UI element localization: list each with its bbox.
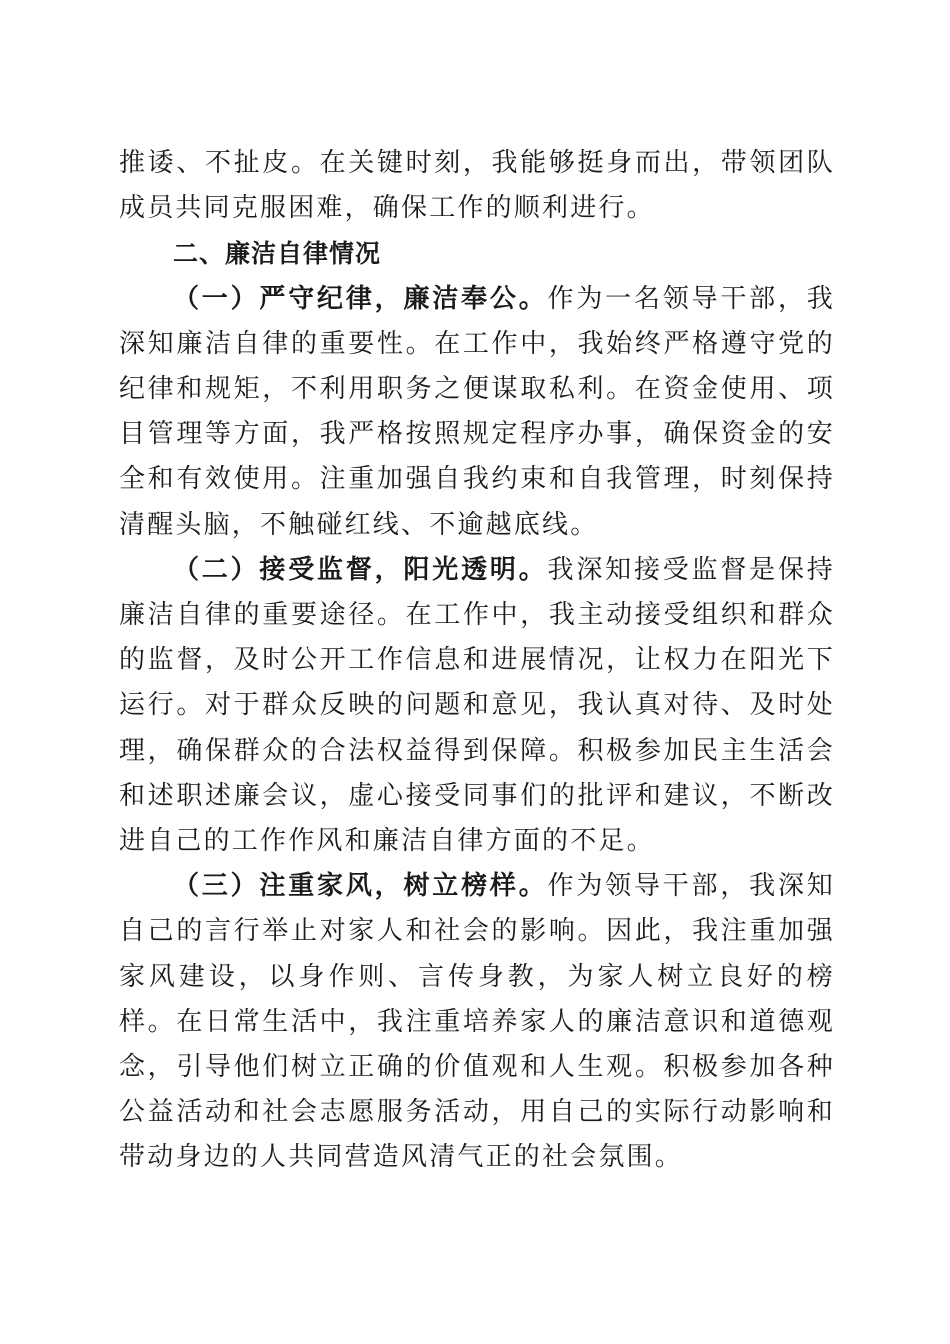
paragraph-heading: （二）接受监督，阳光透明。 (173, 554, 548, 585)
section-heading: 二、廉洁自律情况 (173, 239, 382, 269)
document-body (119, 141, 835, 1181)
paragraph-discipline (119, 277, 835, 548)
paragraph-heading: （三）注重家风，树立榜样。 (173, 871, 548, 902)
paragraph-body: 我深知接受监督是保持廉洁自律的重要途径。在工作中，我主动接受组织和群众的监督，及时公开工作信息和进展情况，让权力在阳光下运行。对于群众反映的问题和意见，我认真对待、及时处理，确保群众的合法权益得到保障。积极参加民主生活会和述职述廉会议，虚心接受同事们的批评和建议，不断改进自己的工作作风和廉洁自律方面的不足。 (119, 554, 835, 857)
paragraph-supervision (119, 548, 835, 864)
paragraph-body: 作为领导干部，我深知自己的言行举止对家人和社会的影响。因此，我注重加强家风建设，以身作则、言传身教，为家人树立良好的榜样。在日常生活中，我注重培养家人的廉洁意识和道德观念，引导他们树立正确的价值观和人生观。积极参加各种公益活动和社会志愿服务活动，用自己的实际行动影响和带动身边的人共同营造风清气正的社会氛围。 (119, 871, 835, 1173)
paragraph-family-style (119, 864, 835, 1180)
continuation-paragraph: 推诿、不扯皮。在关键时刻，我能够挺身而出，带领团队成员共同克服困难，确保工作的顺利进行。 (119, 148, 835, 224)
paragraph-heading: （一）严守纪律，廉洁奉公。 (173, 283, 548, 314)
paragraph-body: 作为一名领导干部，我深知廉洁自律的重要性。在工作中，我始终严格遵守党的纪律和规矩，不利用职务之便谋取私利。在资金使用、项目管理等方面，我严格按照规定程序办事，确保资金的安全和有效使用。注重加强自我约束和自我管理，时刻保持清醒头脑，不触碰红线、不逾越底线。 (119, 283, 835, 540)
